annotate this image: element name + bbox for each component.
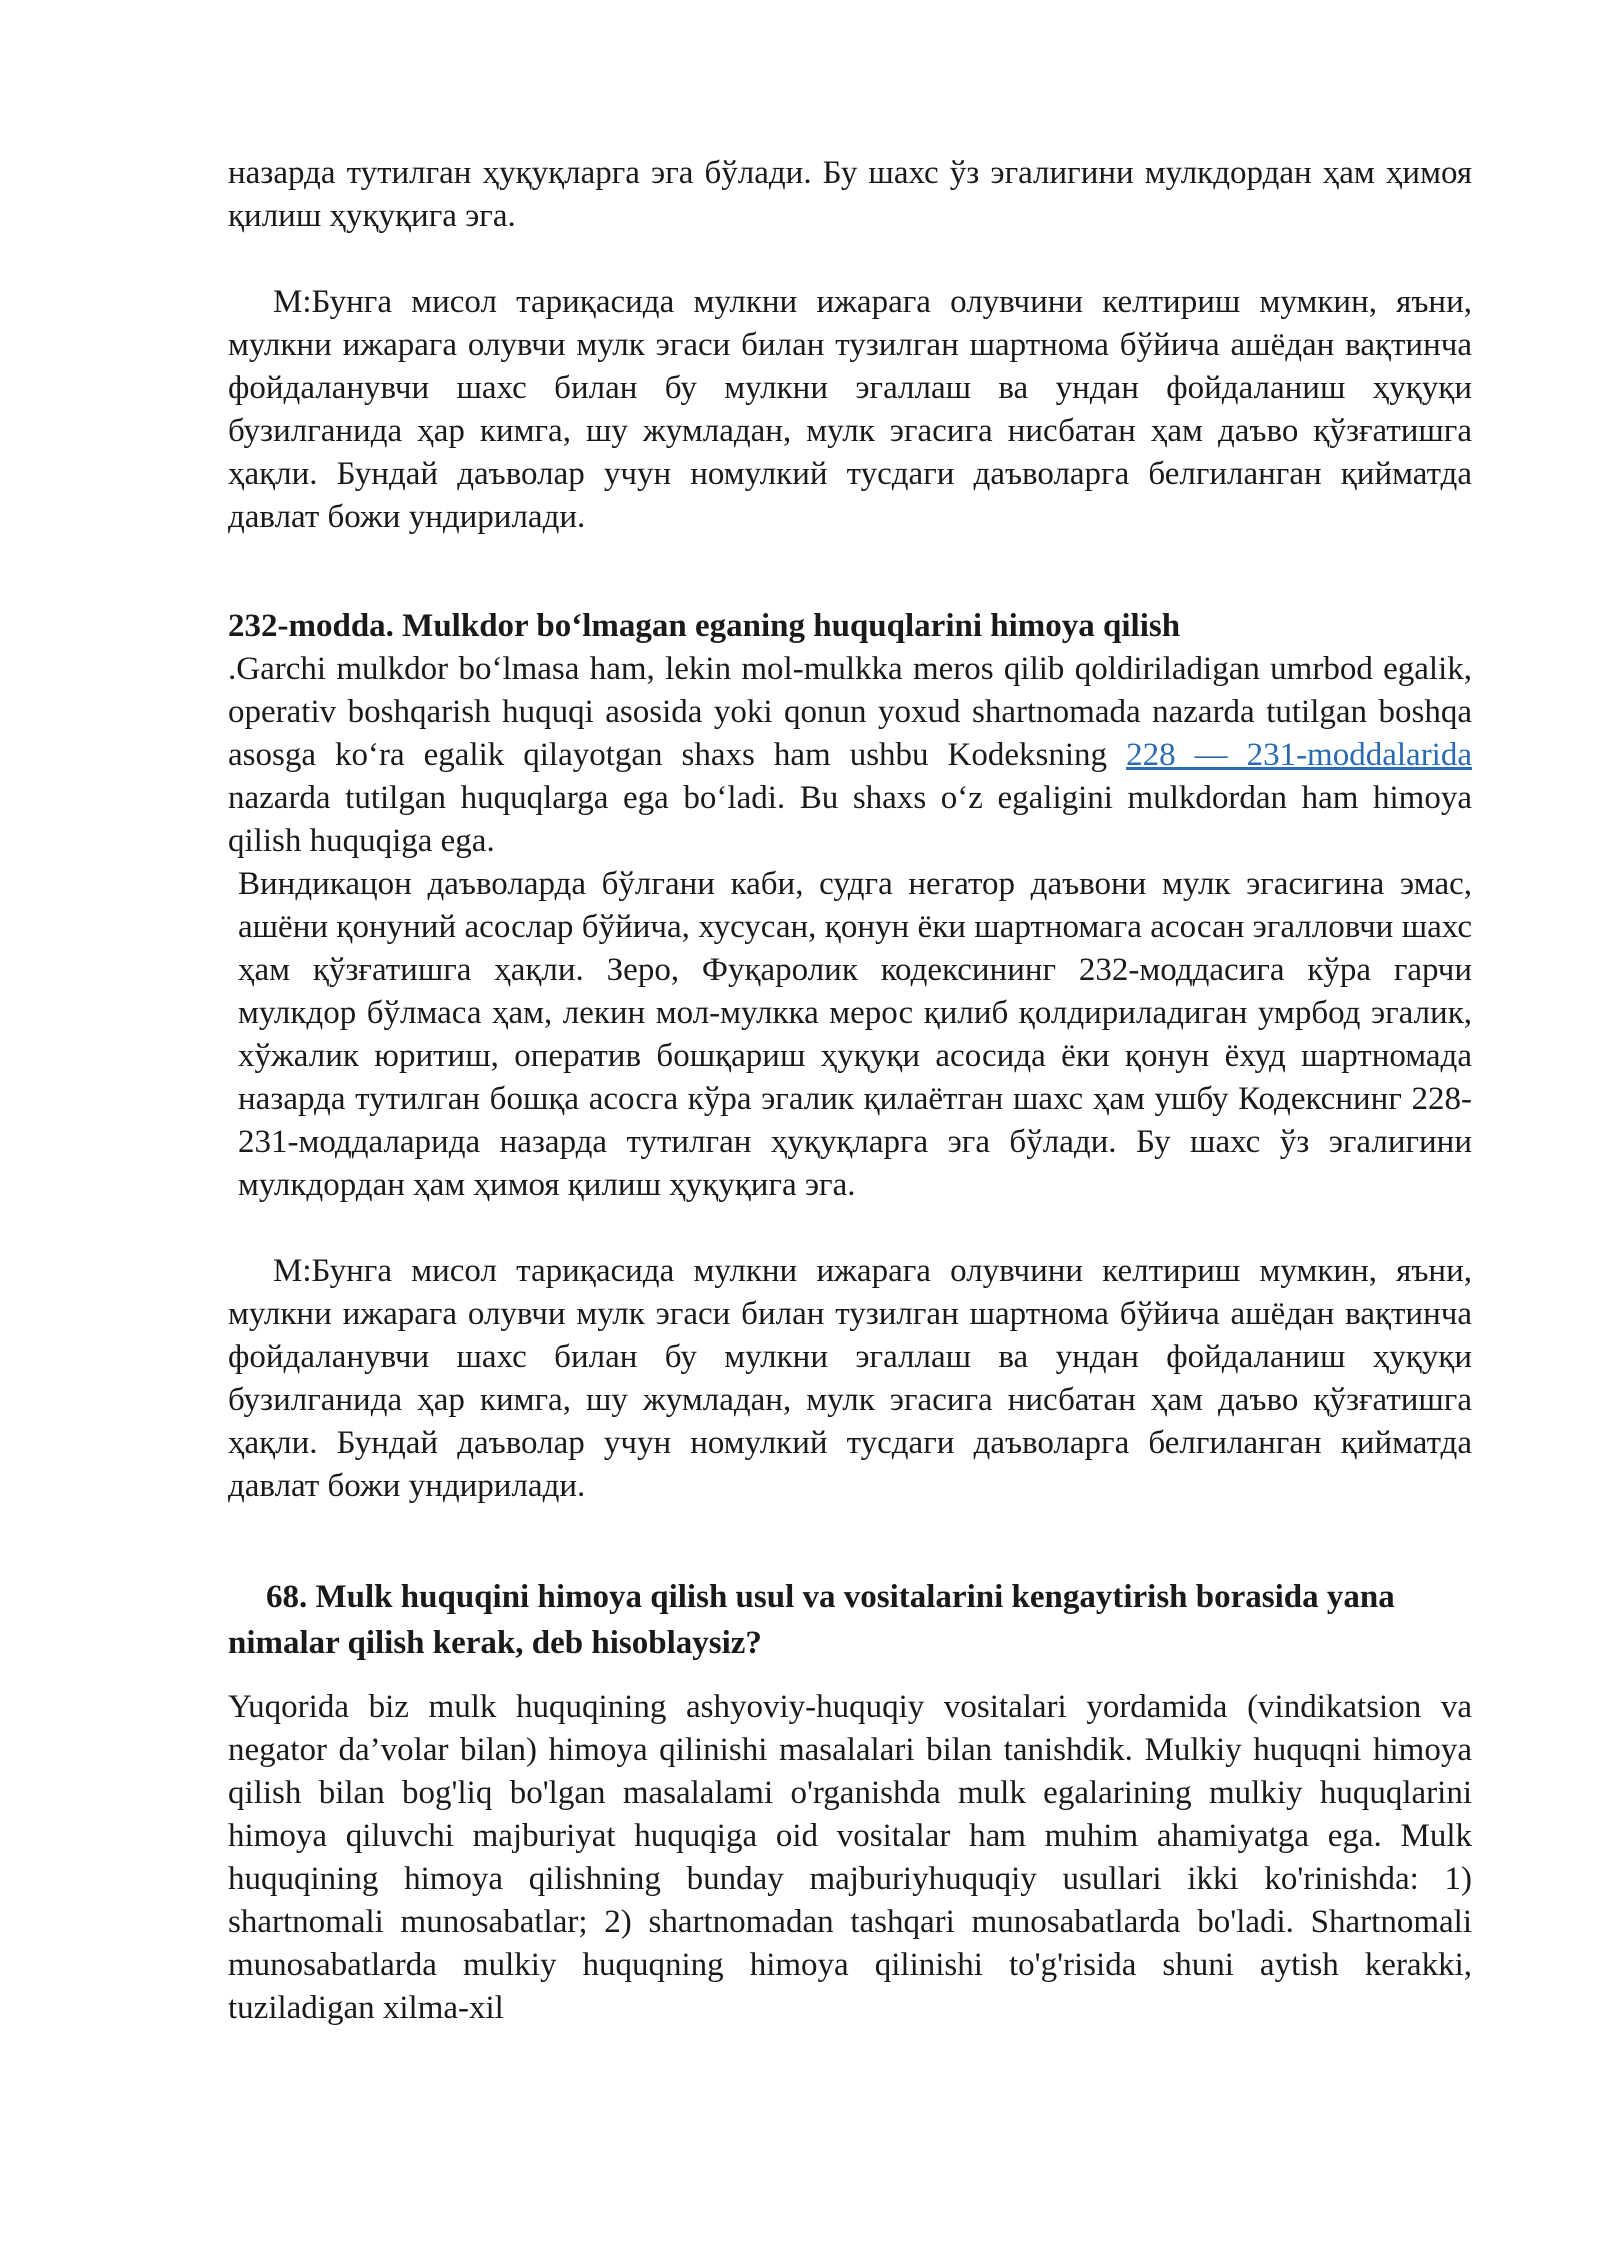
paragraph-answer: Yuqorida biz mulk huquqining ashyoviy-huquqiy vositalari yordamida (vindikatsion va negator da’volar bilan) himoya qilinishi masalalari bilan tanishdik. Mulkiy huquqni himoya qilish bilan bog'liq bo'lgan masalalami o'rganishda mulk egalarining mulkiy huquqlarini himoya qiluvchi majburiyat huquqiga oid vositalar ham muhim ahamiyatga ega. Mulk huquqining himoya qilishning bunday majburiyhuquqiy usullari ikki ko'rinishda: 1) shartnomali munosabatlar; 2) shartnomadan tashqari munosabatlarda bo'ladi. Shartnomali munosabatlarda mulkiy huquqning himoya qilinishi to'g'risida shuni aytish kerakki, tuziladigan xilma-xil: [228, 1689, 1472, 2026]
article-text: [228, 648, 1472, 863]
article-text-end: nazarda tutilgan huquqlarga ega bo‘ladi. Bu shaxs o‘z egaligini mulkdordan ham himoya qilish huquqiga ega.: [228, 780, 1472, 859]
article-heading: 232-modda. Mulkdor bo‘lmagan eganing huquqlarini himoya qilish: [228, 608, 1181, 644]
paragraph-continuation: назарда тутилган ҳуқуқларга эга бўлади. Бу шахс ўз эгалигини мулкдордан ҳам ҳимоя қилиш ҳуқуқига эга.: [228, 155, 1472, 234]
question-heading: 68. Mulk huquqini himoya qilish usul va vositalarini kengaytirish borasida yana nimalar qilish kerak, deb hisoblaysiz?: [228, 1579, 1395, 1661]
paragraph-example: М:Бунга мисол тариқасида мулкни ижарага олувчини келтириш мумкин, яъни, мулкни ижарага олувчи мулк эгаси билан тузилган шартнома бўйича ашёдан вақтинча фойдаланувчи шахс билан бу мулкни эгаллаш ва ундан фойдаланиш ҳуқуқи бузилганида ҳар кимга, шу жумладан, мулк эгасига нисбатан ҳам даъво қўзғатишга ҳақли. Бундай даъволар учун номулкий тусдаги даъволарга белгиланган қийматда давлат божи ундирилади.: [228, 284, 1472, 535]
article-text-start: .Garchi mulkdor bo‘lmasa ham, lekin mol-mulkka meros qilib qoldiriladigan umrbod egalik, operativ boshqarish huquqi asosida yoki qonun yoxud shartnomada nazarda tutilgan boshqa asosga ko‘ra egalik qilayotgan shaxs ham ushbu Kodeksning: [228, 651, 1472, 773]
paragraph-example-2: М:Бунга мисол тариқасида мулкни ижарага олувчини келтириш мумкин, яъни, мулкни ижарага олувчи мулк эгаси билан тузилган шартнома бўйича ашёдан вақтинча фойдаланувчи шахс билан бу мулкни эгаллаш ва ундан фойдаланиш ҳуқуқи бузилганида ҳар кимга, шу жумладан, мулк эгасига нисбатан ҳам даъво қўзғатишга ҳақли. Бундай даъволар учун номулкий тусдаги даъволарга белгиланган қийматда давлат божи ундирилади.: [228, 1253, 1472, 1504]
paragraph-vindication: Виндикацон даъволарда бўлгани каби, судга негатор даъвони мулк эгасигина эмас, ашёни қонуний асослар бўйича, хусусан, қонун ёки шартномага асосан эгалловчи шахс ҳам қўзғатишга ҳақли. Зеро, Фуқаролик кодексининг 232-моддасига кўра гарчи мулкдор бўлмаса ҳам, лекин мол-мулкка мерос қилиб қолдириладиган умрбод эгалик, хўжалик юритиш, оператив бошқариш ҳуқуқи асосида ёки қонун ёхуд шартномада назарда тутилган бошқа асосга кўра эгалик қилаётган шахс ҳам ушбу Кодекснинг 228-231-моддаларида назарда тутилган ҳуқуқларга эга бўлади. Бу шахс ўз эгалигини мулкдордан ҳам ҳимоя қилиш ҳуқуқига эга.: [238, 866, 1472, 1203]
document-page: [228, 152, 1472, 2030]
article-reference-link[interactable]: 228 — 231-moddalarida: [1126, 737, 1472, 773]
